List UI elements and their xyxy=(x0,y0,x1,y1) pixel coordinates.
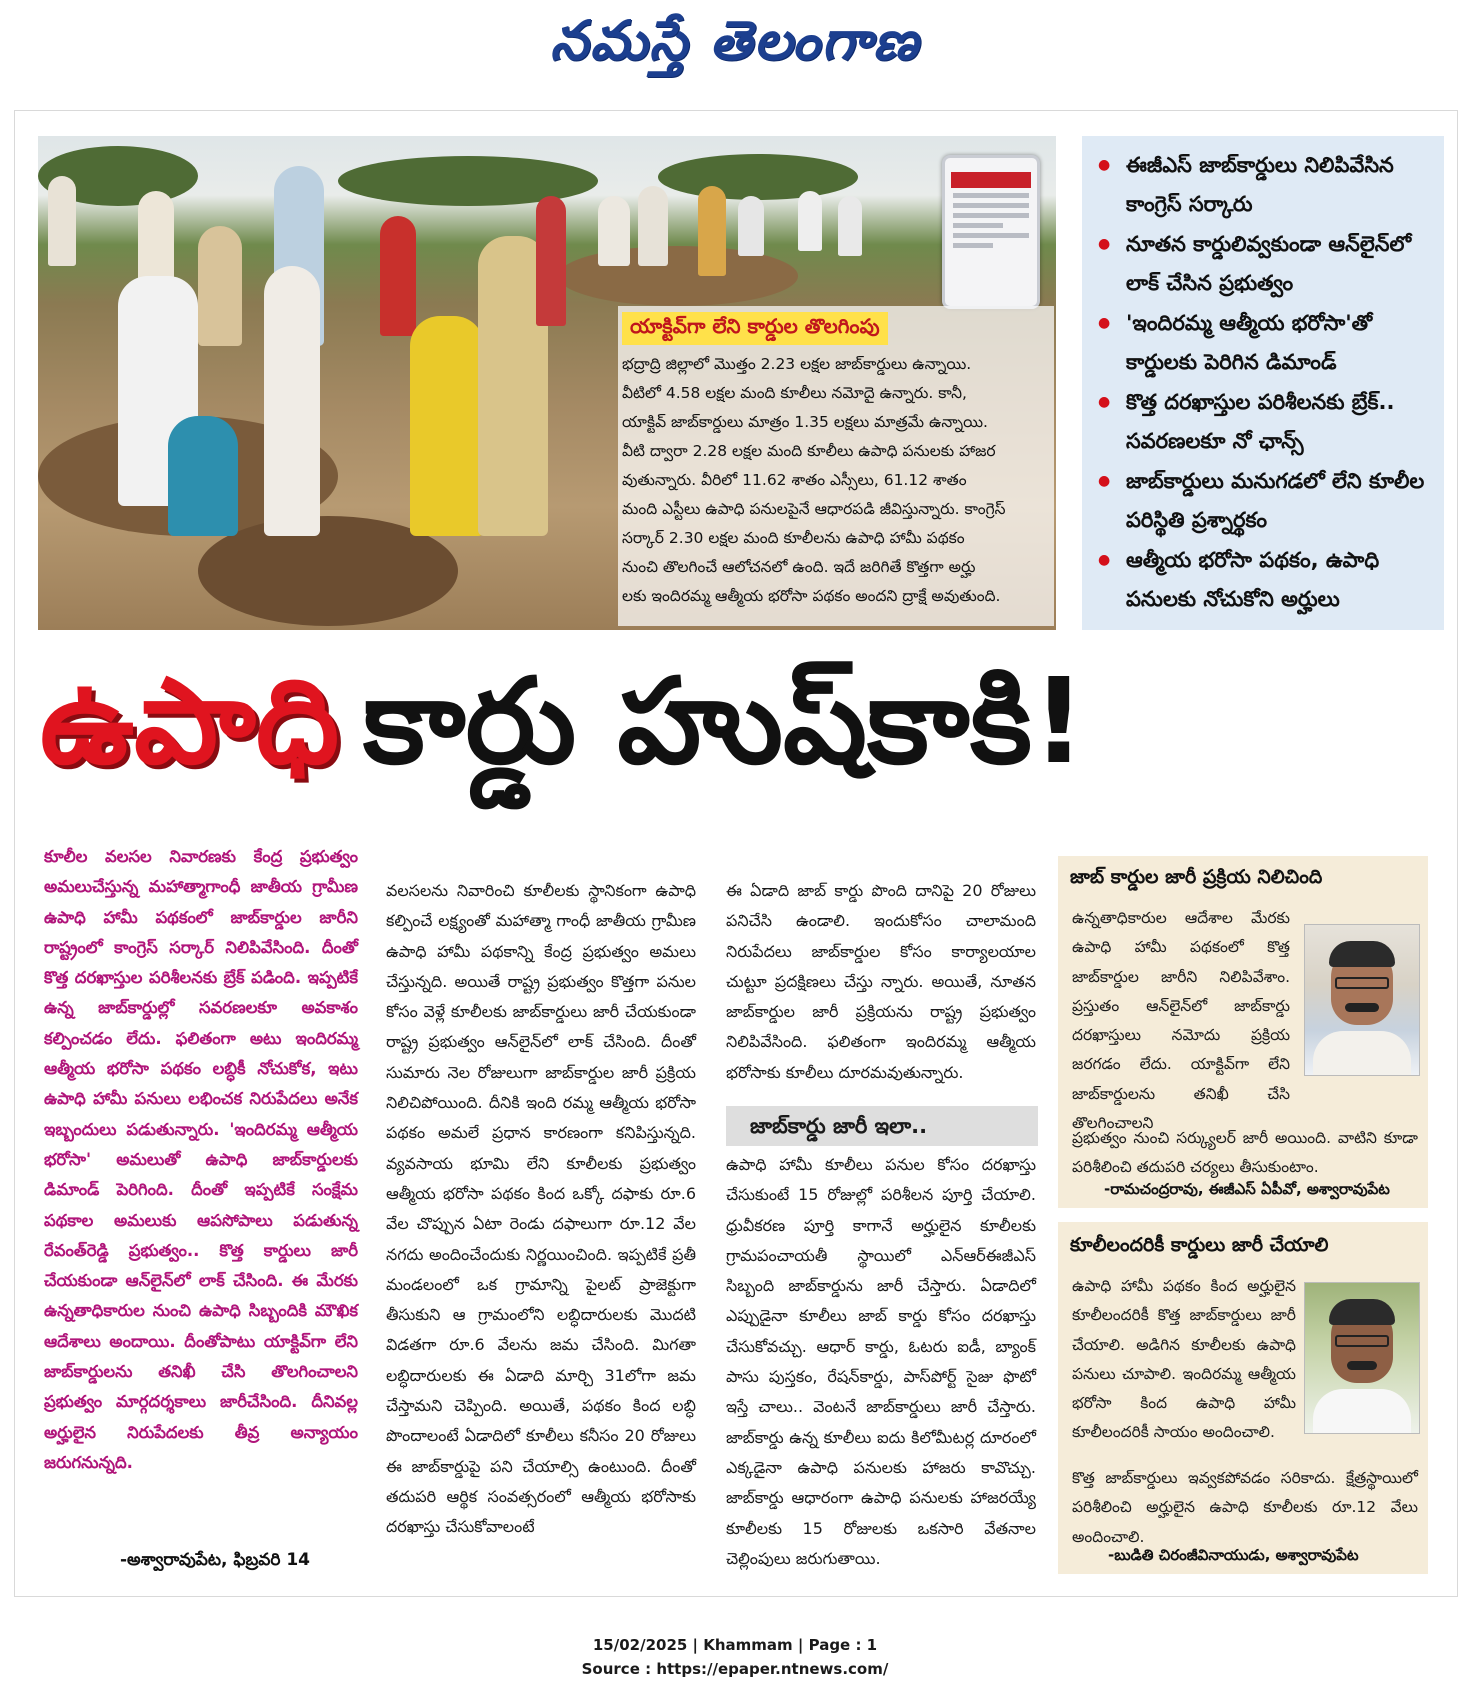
caption-line: వుతున్నారు. వీరిలో 11.62 శాతం ఎస్సీలు, 61.12 శాతం xyxy=(622,471,967,489)
quote-2-title: కూలీలందరికీ కార్డులు జారీ చేయాలి xyxy=(1070,1234,1329,1256)
quote-1-title: జాబ్ కార్డుల జారీ ప్రక్రియ నిలిచింది xyxy=(1070,866,1323,888)
quote-1-signature: -రామచంద్రరావు, ఈజీఎస్ ఏపీవో, అశ్వారావుపేట xyxy=(1104,1180,1390,1198)
article-column-3-continued: ఉపాధి హామీ కూలీలు పనుల కోసం దరఖాస్తు చేసుకుంటే 15 రోజుల్లో పరిశీలన పూర్తి చేయాలి. ధ్రువీకరణ పూర్తి కాగానే అర్హులైన కూలీలకు గ్రామపంచాయతీ స్థాయిలో ఎన్ఆర్ఈజీఎస్ సిబ్బంది జాబ్‌కార్డును జారీ చేస్తారు. ఏడాదిలో ఎప్పుడైనా కూలీలు జాబ్ కార్డు కోసం దరఖాస్తు చేసుకోవచ్చు. ఆధార్ కార్డు, ఓటరు ఐడీ, బ్యాంక్ పాసు పుస్తకం, రేషన్‌కార్డు, పాస్‌పోర్ట్ సైజు ఫొటో ఇస్తే చాలు.. వెంటనే జాబ్‌కార్డులు జారీ చేస్తారు. జాబ్‌కార్డు ఉన్న కూలీలు ఐదు కిలోమీటర్ల దూరంలో ఎక్కడైనా ఉపాధి పనులకు హాజరు కావొచ్చు. జాబ్‌కార్డు ఆధారంగా ఉపాధి పనులకు హాజరయ్యే కూలీలకు 15 రోజులకు ఒకసారి వేతనాల చెల్లింపులు జరుగుతాయి. xyxy=(726,1155,1036,1568)
caption-line: సర్కార్ 2.30 లక్షల మంది కూలీలను ఉపాధి హామీ పథకం xyxy=(622,529,965,547)
caption-line: వీటి ద్వారా 2.28 లక్షల మంది కూలీలు ఉపాధి పనులకు హాజర xyxy=(622,442,996,460)
caption-line: మంది ఎస్టీలు ఉపాధి పనులపైనే ఆధారపడి జీవిస్తున్నారు. కాంగ్రెస్ xyxy=(622,500,1006,518)
caption-line: వీటిలో 4.58 లక్షల మంది కూలీలు నమోదై ఉన్నారు. కానీ, xyxy=(622,384,967,402)
quote-1-text: ఉన్నతాధికారుల ఆదేశాల మేరకు ఉపాధి హామీ పథకంలో కొత్త జాబ్‌కార్డుల జారీని నిలిపివేశాం. ప్రస్తుతం ఆన్‌లైన్‌లో జాబ్‌కార్డు దరఖాస్తులు నమోదు ప్రక్రియ జరగడం లేదు. యాక్టివ్‌గా లేని జాబ్‌కార్డులను తనిఖీ చేసి తొలగించాలని xyxy=(1072,909,1290,1133)
article-column-3: ఈ ఏడాది జాబ్ కార్డు పొంది దానిపై 20 రోజులు పనిచేసి ఉండాలి. ఇందుకోసం చాలామంది నిరుపేదలు జాబ్‌కార్డుల కోసం కార్యాలయాల చుట్టూ ప్రదక్షిణలు చేస్తు న్నారు. అయితే, నూతన జాబ్‌కార్డుల జారీ ప్రక్రియను రాష్ట్ర ప్రభుత్వం నిలిపివేసింది. ఫలితంగా ఇందిరమ్మ ఆత్మీయ భరోసాకు కూలీలు దూరమవుతున్నారు. xyxy=(726,881,1036,1082)
highlight-item: ● ఈజీఎస్ జాబ్‌కార్డులు నిలిపివేసిన కాంగ్రెస్ సర్కారు xyxy=(1126,146,1434,224)
job-card-image xyxy=(942,155,1040,309)
caption-line: నుంచి తొలగించే ఆలోచనలో ఉంది. ఇదే జరిగితే కొత్తగా అర్హు xyxy=(622,558,976,576)
caption-line: యాక్టివ్ జాబ్‌కార్డులు మాత్రం 1.35 లక్షలు మాత్రమే ఉన్నాయి. xyxy=(622,413,988,431)
highlights-box xyxy=(1082,136,1444,630)
quote-2-text: ఉపాధి హామీ పథకం కింద అర్హులైన కూలీలందరికీ కొత్త జాబ్‌కార్డులు జారీ చేయాలి. అడిగిన కూలీలకు ఉపాధి పనులు చూపాలి. ఇందిరమ్మ ఆత్మీయ భరోసా కింద ఉపాధి హామీ కూలీలందరికీ సాయం అందించాలి. xyxy=(1072,1277,1296,1442)
masthead-title: నమస్తే తెలంగాణ xyxy=(550,8,920,72)
dateline: -అశ్వారావుపేట, ఫిబ్రవరి 14 xyxy=(120,1550,310,1570)
subheading: జాబ్‌కార్డు జారీ ఇలా.. xyxy=(726,1106,1038,1146)
highlight-item: ● కొత్త దరఖాస్తుల పరిశీలనకు బ్రేక్.. సవరణలకూ నో ఛాన్స్ xyxy=(1126,383,1434,461)
article-intro: కూలీల వలసల నివారణకు కేంద్ర ప్రభుత్వం అమలుచేస్తున్న మహాత్మాగాంధీ జాతీయ గ్రామీణ ఉపాధి హామీ పథకంలో జాబ్‌కార్డుల జారీని రాష్ట్రంలో కాంగ్రెస్ సర్కార్ నిలిపివేసింది. దీంతో కొత్త దరఖాస్తుల పరిశీలనకు బ్రేక్ పడింది. ఇప్పటికే ఉన్న జాబ్‌కార్డుల్లో సవరణలకూ అవకాశం కల్పించడం లేదు. ఫలితంగా అటు ఇందిరమ్మ ఆత్మీయ భరోసా పథకం లబ్ధికీ నోచుకోక, ఇటు ఉపాధి హామీ పనులు లభించక నిరుపేదలు అనేక ఇబ్బందులు పడుతున్నారు. 'ఇందిరమ్మ ఆత్మీయ భరోసా' అమలుతో ఉపాధి జాబ్‌కార్డులకు డిమాండ్ పెరిగింది. దీంతో ఇప్పటికే సంక్షేమ పథకాల అమలుకు ఆపసోపాలు పడుతున్న రేవంత్‌రెడ్డి ప్రభుత్వం.. కొత్త కార్డులు జారీ చేయకుండా ఆన్‌లైన్‌లో లాక్ చేసింది. ఈ మేరకు ఉన్నతాధికారుల నుంచి ఉపాధి సిబ్బందికి మౌఖిక ఆదేశాలు అందాయి. దీంతోపాటు యాక్టివ్‌గా లేని జాబ్‌కార్డులను తనిఖీ చేసి తొలగించాలని ప్రభుత్వం మార్గదర్శకాలు జారీచేసింది. దీనివల్ల అర్హులైన నిరుపేదలకు తీవ్ర అన్యాయం జరుగనున్నది. xyxy=(44,847,358,1472)
official-photo-1 xyxy=(1304,924,1420,1076)
masthead xyxy=(0,8,1470,78)
headline-black: కార్డు హుష్‌కాకి! xyxy=(363,652,1086,790)
highlight-item: ● ఆత్మీయ భరోసా పథకం, ఉపాధి పనులకు నోచుకోని అర్హులు xyxy=(1126,541,1434,619)
caption-title: యాక్టివ్‌గా లేని కార్డుల తొలగింపు xyxy=(622,312,888,345)
highlight-item: ● నూతన కార్డులివ్వకుండా ఆన్‌లైన్‌లో లాక్ చేసిన ప్రభుత్వం xyxy=(1126,225,1434,303)
headline-red: ఉపాధి xyxy=(40,652,340,790)
caption-text xyxy=(622,350,1050,611)
quote-2-text-wide: కొత్త జాబ్‌కార్డులు ఇవ్వకపోవడం సరికాదు. క్షేత్రస్థాయిలో పరిశీలించి అర్హులైన ఉపాధి కూలీలకు రూ.12 వేలు అందించాలి. xyxy=(1072,1469,1418,1546)
highlight-item: ● జాబ్‌కార్డులు మనుగడలో లేని కూలీల పరిస్థితి ప్రశ్నార్థకం xyxy=(1126,462,1434,540)
quote-2-signature: -బుడితి చిరంజీవినాయుడు, అశ్వారావుపేట xyxy=(1108,1546,1359,1564)
footer-info: 15/02/2025 | Khammam | Page : 1 xyxy=(592,1636,878,1654)
highlight-item: ● 'ఇందిరమ్మ ఆత్మీయ భరోసా'తో కార్డులకు పెరిగిన డిమాండ్ xyxy=(1126,304,1434,382)
caption-line: భద్రాద్రి జిల్లాలో మొత్తం 2.23 లక్షల జాబ్‌కార్డులు ఉన్నాయి. xyxy=(622,355,972,373)
caption-line: లకు ఇందిరమ్మ ఆత్మీయ భరోసా పథకం అందని ద్రాక్షే అవుతుంది. xyxy=(622,587,1001,605)
footer-source: Source : https://epaper.ntnews.com/ xyxy=(581,1660,889,1678)
article-column-2: వలసలను నివారించి కూలీలకు స్థానికంగా ఉపాధి కల్పించే లక్ష్యంతో మహాత్మా గాంధీ జాతీయ గ్రామీణ ఉపాధి హామీ పథకాన్ని కేంద్ర ప్రభుత్వం అమలు చేస్తున్నది. అయితే రాష్ట్ర ప్రభుత్వం కొత్తగా పనుల కోసం వెళ్లే కూలీలకు జాబ్‌కార్డులు జారీ చేయకుండా రాష్ట్ర ప్రభుత్వం ఆన్‌లైన్‌లో లాక్ చేసింది. దీంతో సుమారు నెల రోజులుగా జాబ్‌కార్డుల జారీ ప్రక్రియ నిలిచిపోయింది. దీనికి ఇంది రమ్మ ఆత్మీయ భరోసా పథకం అమలే ప్రధాన కారణంగా కనిపిస్తున్నది. వ్యవసాయ భూమి లేని కూలీలకు ప్రభుత్వం ఆత్మీయ భరోసా పథకం కింద ఒక్కో దఫాకు రూ.6 వేల చొప్పున ఏటా రెండు దఫాలుగా రూ.12 వేల నగదు అందించేందుకు నిర్ణయించింది. ఇప్పటికే ప్రతీ మండలంలో ఒక గ్రామాన్ని పైలట్ ప్రాజెక్టుగా తీసుకుని ఆ గ్రామంలోని లబ్ధిదారులకు మొదటి విడతగా రూ.6 వేలను జమ చేసింది. మిగతా లబ్ధిదారులకు ఈ ఏడాది మార్చి 31లోగా జమ చేస్తామని చెప్పింది. అయితే, పథకం కింద లబ్ధి పొందాలంటే ఏడాదిలో కూలీలు కనీసం 20 రోజులు ఈ జాబ్‌కార్డుపై పని చేయాల్సి ఉంటుంది. దీంతో తదుపరి ఆర్థిక సంవత్సరంలో ఆత్మీయ భరోసాకు దరఖాస్తు చేసుకోవాలంటే xyxy=(386,881,696,1537)
quote-1-text-wide: ప్రభుత్వం నుంచి సర్క్యులర్ జారీ అయింది. వాటిని కూడా పరిశీలించి తదుపరి చర్యలు తీసుకుంటాం. xyxy=(1072,1129,1418,1177)
official-photo-2 xyxy=(1304,1282,1420,1434)
headline xyxy=(40,652,1440,812)
